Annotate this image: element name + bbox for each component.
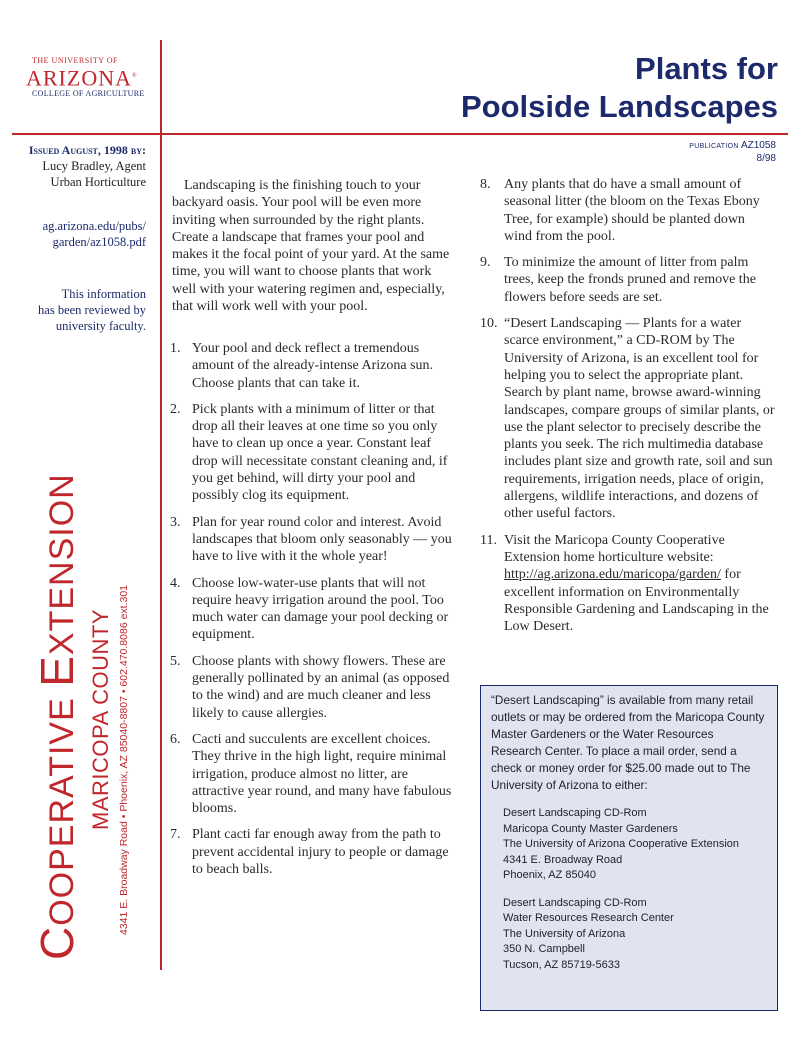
web-address-line2: garden/az1058.pdf	[52, 235, 146, 249]
issued-heading: Issued August, 1998 by:	[28, 143, 146, 157]
web-address-line1: ag.arizona.edu/pubs/	[42, 219, 146, 233]
address-line: Maricopa County Master Gardeners	[503, 822, 678, 835]
tip-text: Plant cacti far enough away from the path to prevent accidental injury to people or damage to beach balls.	[192, 827, 449, 878]
review-line1: This information	[61, 287, 146, 301]
tip-text: “Desert Landscaping — Plants for a water scarce environment,” a CD-ROM by The University of Arizona, is an excellent tool for helping you to select the appropriate plant. Search by plant name, browse award-winning landscapes, compare groups of similar plants, or use the plant selector to precisely describe the plants you seek. The rich multimedia database includes plant size and growth rate, soil and sun requirements, irrigation needs, place of origin, allergens, wildlife interactions, and dozens of other useful factors.	[504, 316, 775, 522]
review-line2: has been reviewed by	[38, 303, 146, 317]
tip-number: 5.	[170, 653, 181, 669]
tips-list-column1	[170, 340, 458, 887]
author-dept: Urban Horticulture	[50, 175, 146, 189]
tip-text: Pick plants with a minimum of litter or that drop all their leaves at one time so you only have to clean up once a year. Constant leaf drop will necessitate constant cleaning and, if you get behind, will dirty your pool and possibly clog its equipment.	[192, 401, 448, 504]
tip-number: 8.	[480, 177, 491, 192]
tips-list-column2	[480, 176, 776, 644]
tip-text: Any plants that do have a small amount of seasonal litter (the bloom on the Texas Ebony Tree, for example) should be planted down wind from the pool.	[504, 177, 760, 244]
tip-item	[170, 401, 458, 505]
box-intro: “Desert Landscaping” is available from many retail outlets or may be ordered from the Maricopa County Master Gardeners or the Water Resources Research Center. To place a mail order, send a check or money order for $25.00 made out to The University of Arizona to either:	[491, 693, 765, 792]
cooperative-extension-banner	[30, 473, 84, 960]
tip-number: 6.	[170, 731, 181, 747]
publication-info	[689, 140, 776, 165]
author-name: Lucy Bradley, Agent	[42, 159, 146, 173]
tip-number: 10.	[480, 316, 498, 332]
logo-university-text: THE UNIVERSITY OF	[32, 56, 118, 65]
web-address[interactable]	[14, 218, 146, 250]
tip-number: 9.	[480, 255, 491, 271]
address-line: 4341 E. Broadway Road	[503, 853, 623, 866]
tip-item	[170, 575, 458, 644]
address-line: Tucson, AZ 85719-5633	[503, 958, 621, 971]
tip-item	[170, 731, 458, 817]
tip-item	[170, 653, 458, 722]
banner-cooperative: OOPERATIVE	[43, 686, 81, 926]
tip-text: Plan for year round color and interest. Avoid landscapes that bloom only seasonably — you have to live with it the whole year!	[192, 514, 452, 565]
tip-number: 4.	[170, 575, 181, 591]
tip-item	[480, 254, 776, 306]
tip-text: for excellent information on Environmentally Responsible Gardening and Landscaping in the Low Desert.	[504, 567, 769, 635]
tip-item	[170, 826, 458, 878]
title-line2: Poolside Landscapes	[461, 89, 778, 124]
red-vertical-rule	[160, 40, 162, 970]
address-line: Desert Landscaping CD-Rom	[503, 896, 647, 909]
tip-text: Your pool and deck reflect a tremendous amount of the already-intense Arizona sun. Choose plants that can take it.	[192, 341, 434, 391]
address-line: The University of Arizona	[503, 927, 626, 940]
publication-date: 8/98	[756, 153, 776, 164]
tip-text: Cacti and succulents are excellent choices. They thrive in the high light, require minimal irrigation, produce almost no litter, are attractive year round, and many have fabulous blooms.	[192, 731, 452, 817]
office-address: 4341 E. Broadway Road • Phoenix, AZ 85040-8807 • 602.470.8086 ext.301	[118, 584, 130, 935]
address-line: Water Resources Research Center	[503, 912, 674, 924]
tip-text: Choose low-water-use plants that will not require heavy irrigation around the pool. Too much water can damage your pool decking or equipment.	[192, 575, 449, 643]
tip-number: 7.	[170, 827, 181, 843]
address-line: The University of Arizona Cooperative Extension	[503, 838, 740, 850]
review-note	[14, 286, 146, 334]
county-name: MARICOPA COUNTY	[88, 608, 113, 830]
title-line1: Plants for	[635, 51, 778, 86]
tip-number: 2.	[170, 401, 181, 417]
banner-initial-c: C	[31, 925, 83, 960]
tip-item	[170, 340, 458, 392]
tip-item	[170, 514, 458, 566]
address-line: Phoenix, AZ 85040	[503, 869, 596, 881]
issued-block	[14, 142, 146, 190]
tip-item	[480, 176, 776, 245]
tip-number: 3.	[170, 514, 181, 530]
tip-item	[480, 532, 776, 636]
university-logo	[26, 56, 156, 98]
review-line3: university faculty.	[55, 319, 146, 333]
banner-extension: XTENSION	[43, 473, 81, 656]
tip-number: 1.	[170, 341, 181, 356]
publication-number: AZ1058	[740, 140, 776, 151]
address-line: 350 N. Campbell	[503, 943, 585, 955]
ordering-info-box	[480, 685, 778, 1011]
page-title	[461, 50, 778, 126]
tip-text: Visit the Maricopa County Cooperative Extension home horticulture website:	[504, 532, 725, 565]
banner-initial-e: E	[31, 655, 83, 687]
tip-text: To minimize the amount of litter from palm trees, keep the fronds pruned and remove the flowers before seeds are set.	[504, 255, 756, 305]
intro-paragraph: Landscaping is the finishing touch to your backyard oasis. Your pool will be even more inviting when surrounded by the right plants. Create a landscape that frames your pool and makes it the focal point of your yard. At the same time, you will want to choose plants that work well with your watering regimen and, especially, that will work well with your pool.	[172, 178, 450, 315]
red-horizontal-rule	[12, 133, 788, 135]
horticulture-website-link[interactable]: http://ag.arizona.edu/maricopa/garden/	[504, 567, 721, 583]
tip-number: 11.	[480, 532, 497, 548]
logo-arizona-word: ARIZONA	[26, 65, 132, 91]
address-block-2	[491, 896, 767, 974]
publication-label: PUBLICATION	[689, 143, 739, 150]
logo-arizona-text: ARIZONA®	[26, 65, 138, 91]
address-block-1	[491, 806, 767, 884]
tip-item	[480, 315, 776, 523]
address-line: Desert Landscaping CD-Rom	[503, 807, 647, 819]
tip-text: Choose plants with showy flowers. These are generally pollinated by an animal (as opposed to the wind) and are much cleaner and less likely to cause allergies.	[192, 653, 450, 721]
logo-college-text: COLLEGE OF AGRICULTURE	[32, 89, 145, 99]
